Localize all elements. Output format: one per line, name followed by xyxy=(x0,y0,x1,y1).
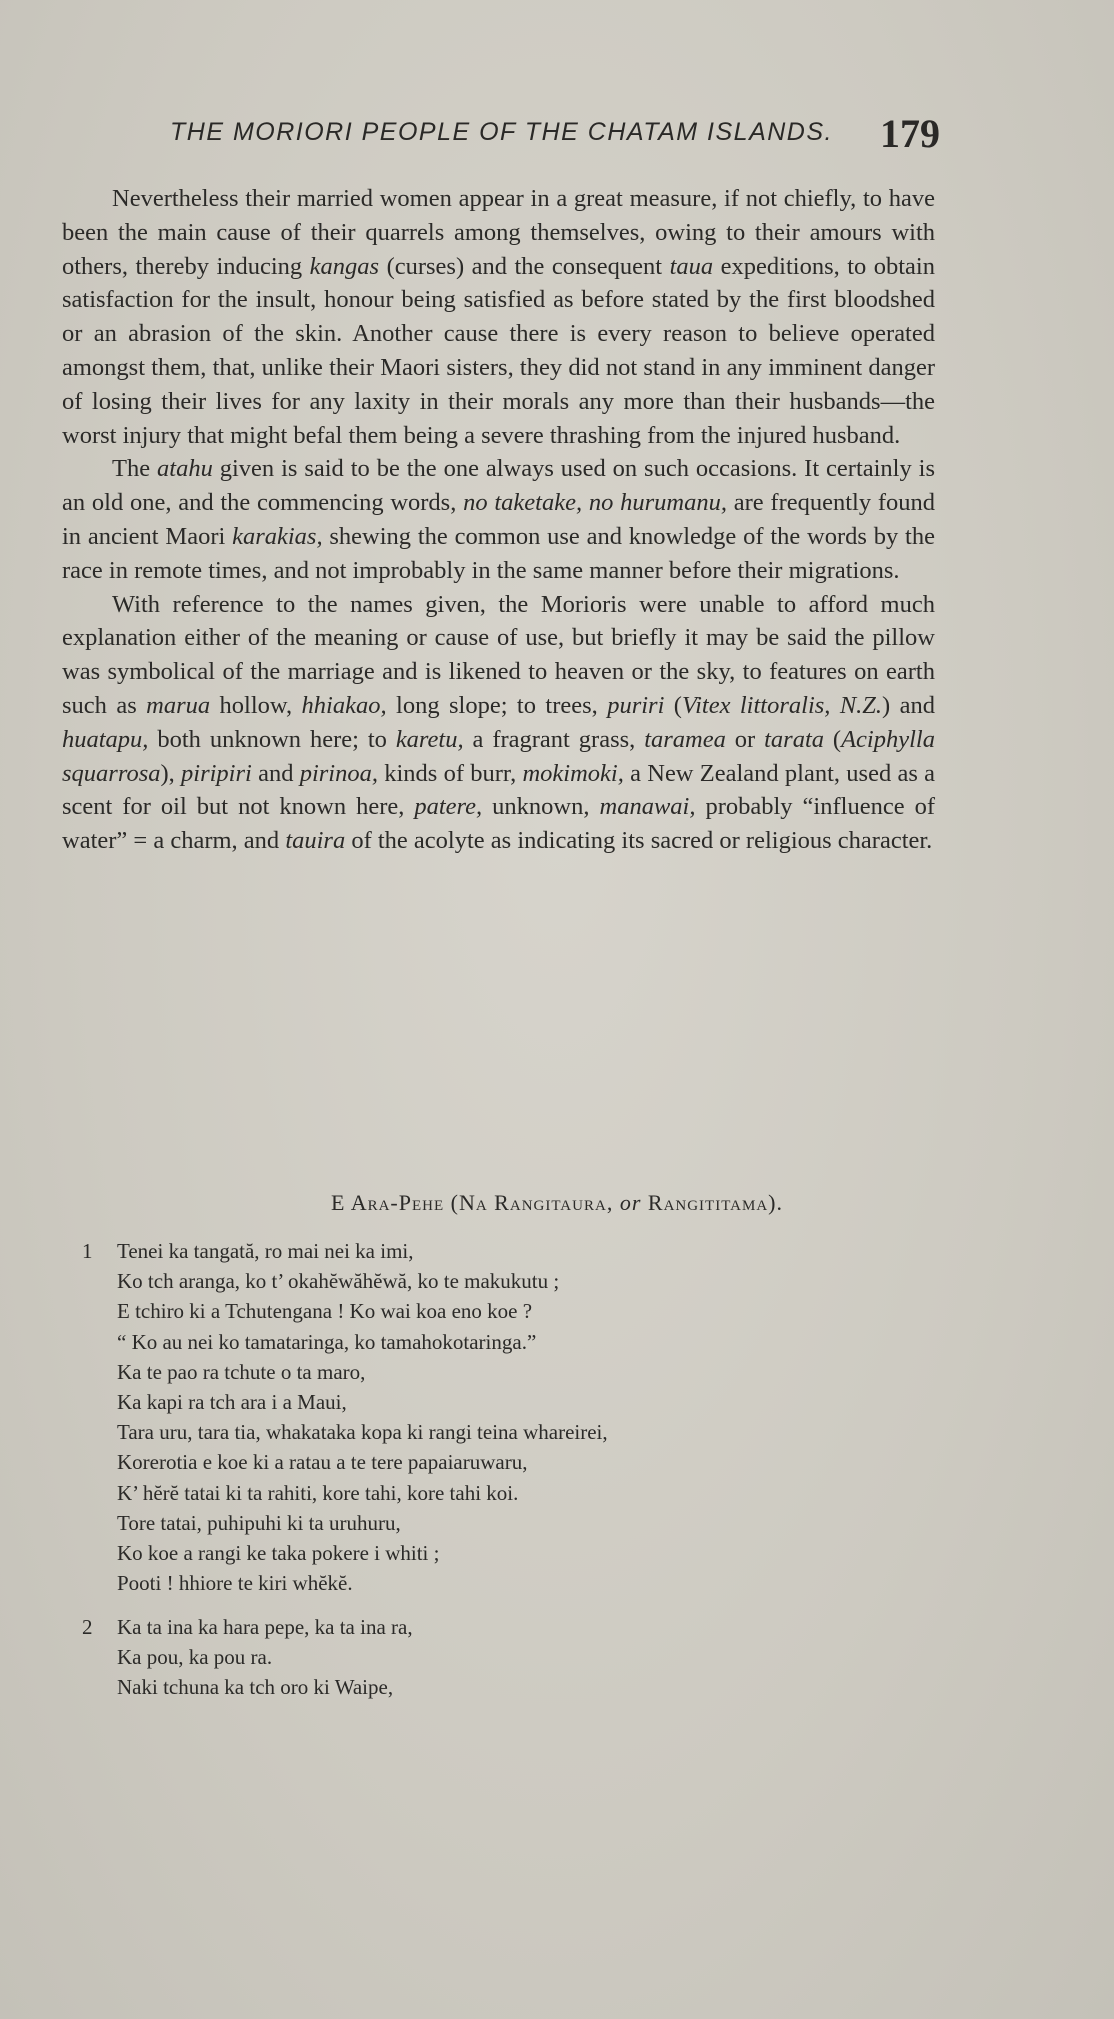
text-run: or xyxy=(725,725,765,753)
verse-line: Ka ta ina ka hara pepe, ka ta ina ra, xyxy=(117,1615,413,1639)
maori-term: hhiakao, xyxy=(301,691,387,719)
verse-lines xyxy=(117,1612,413,1703)
verse-line: Tore tatai, puhipuhi ki ta uruhuru, xyxy=(117,1510,401,1535)
maori-term: atahu xyxy=(157,455,213,483)
page-number: 179 xyxy=(880,111,940,156)
text-run: a New Zealand plant, used as a scent for oil but not known here, xyxy=(62,759,935,821)
verse-number: 1 xyxy=(82,1239,93,1263)
maori-term: taramea xyxy=(644,725,726,753)
text-run: hollow, xyxy=(210,691,302,719)
text-run: The xyxy=(112,455,158,483)
maori-term: pirinoa, xyxy=(299,759,378,787)
text-run: and xyxy=(251,759,300,787)
verse-line: Ko koe a rangi ke taka pokere i whiti ; xyxy=(117,1541,440,1566)
text-run: ) and xyxy=(882,691,935,719)
text-run: given is said to be the one always used on such occasions. It certainly is an old one, and the commencing words, xyxy=(62,455,935,517)
verse-number: 2 xyxy=(82,1615,93,1639)
running-title: THE MORIORI PEOPLE OF THE CHATAM ISLANDS. xyxy=(170,118,833,146)
maori-term: manawai, xyxy=(599,793,696,821)
verse-lines xyxy=(117,1236,608,1598)
chant-title xyxy=(0,1190,1114,1216)
verse-line: Tenei ka tangată, ro mai nei ka imi, xyxy=(117,1239,414,1263)
verse-line: Ka te pao ra tchute o ta maro, xyxy=(117,1359,366,1384)
verse-line: Ko tch aranga, ko t’ okahĕwăhĕwă, ko te makukutu ; xyxy=(117,1269,560,1294)
text-run: (curses) and the consequent xyxy=(379,252,670,280)
text-run: shewing the common use and knowledge of the words by the race in remote times, and not improbably in the same manner before their migrations. xyxy=(62,522,935,584)
maori-term: puriri xyxy=(607,691,665,719)
maori-term: no taketake, no hurumanu, xyxy=(463,489,727,517)
text-run: With reference to the names given, the Morioris were unable to afford much explanation either of the meaning or cause of use, but briefly it may be said the pillow was symbolical of the marriage and is likened to heaven or the sky, to features on earth such as xyxy=(62,590,935,719)
verse-2 xyxy=(82,1612,413,1703)
verse-line: Ka pou, ka pou ra. xyxy=(117,1645,273,1670)
maori-term: kangas xyxy=(309,252,380,280)
text-run: expeditions, to obtain satisfaction for the insult, honour being satisfied as before stated by the first bloodshed or an abrasion of the skin. Another cause there is every reason to believe operated amongst them, that, unlike their Maori sisters, they did not stand in any imminent danger of losing their lives for any laxity in their morals any more than their husbands—the worst injury that might befal them being a severe thrashing from the injured husband. xyxy=(62,252,935,449)
paragraph-1 xyxy=(62,182,935,452)
text-run: long slope; to trees, xyxy=(386,691,608,719)
maori-term: mokimoki, xyxy=(522,759,624,787)
prose-body xyxy=(62,182,935,858)
maori-term: taua xyxy=(669,252,714,280)
verse-line: Naki tchuna ka tch oro ki Waipe, xyxy=(117,1675,394,1700)
maori-term: huatapu, xyxy=(62,725,149,753)
text-run: are frequently found in ancient Maori xyxy=(62,489,936,550)
maori-term: tarata xyxy=(764,725,825,753)
maori-term: tauira xyxy=(285,827,346,855)
text-run: ( xyxy=(664,691,682,719)
text-run: a fragrant grass, xyxy=(463,725,645,753)
paragraph-2 xyxy=(62,452,935,587)
verse-line: E tchiro ki a Tchutengana ! Ko wai koa eno koe ? xyxy=(117,1299,533,1324)
botanical-name: Aciphylla squarrosa xyxy=(62,725,935,787)
text-run: probably “influence of water” = a charm, and xyxy=(62,793,935,855)
text-run: ), xyxy=(160,759,182,787)
verse-1 xyxy=(82,1236,608,1598)
verse-line: Korerotia e koe ki a ratau a te tere papaiaruwaru, xyxy=(117,1450,528,1475)
verse-line: Pooti ! hhiore te kiri whĕkĕ. xyxy=(117,1571,353,1596)
chant-title-text: Rangititama). xyxy=(641,1190,784,1215)
page-header xyxy=(170,110,940,160)
text-run: of the acolyte as indicating its sacred or religious character. xyxy=(345,827,933,855)
text-run: kinds of burr, xyxy=(378,759,523,787)
verse-line: K’ hĕrĕ tatai ki ta rahiti, kore tahi, kore tahi koi. xyxy=(117,1480,519,1505)
maori-term: karakias, xyxy=(232,522,323,550)
maori-term: marua xyxy=(146,691,211,719)
botanical-name: Vitex littoralis, N.Z. xyxy=(681,691,883,719)
maori-term: piripiri xyxy=(181,759,252,787)
chant-title-text: E Ara-Pehe (Na Rangitaura, xyxy=(330,1190,620,1215)
verse-line: Tara uru, tara tia, whakataka kopa ki rangi teina whareirei, xyxy=(117,1420,608,1445)
text-run: Nevertheless their married women appear in a great measure, if not chiefly, to have been the main cause of their quarrels among themselves, owing to their amours with others, thereby inducing xyxy=(62,185,935,280)
text-run: ( xyxy=(824,725,842,753)
chant-title-or: or xyxy=(619,1190,642,1215)
text-run: unknown, xyxy=(482,793,600,821)
maori-term: karetu, xyxy=(395,725,464,753)
maori-term: patere, xyxy=(414,793,483,821)
paragraph-3 xyxy=(62,588,935,858)
verse-line: “ Ko au nei ko tamataringa, ko tamahokotaringa.” xyxy=(117,1329,537,1354)
text-run: both unknown here; to xyxy=(148,725,396,753)
verse-line: Ka kapi ra tch ara i a Maui, xyxy=(117,1390,347,1415)
